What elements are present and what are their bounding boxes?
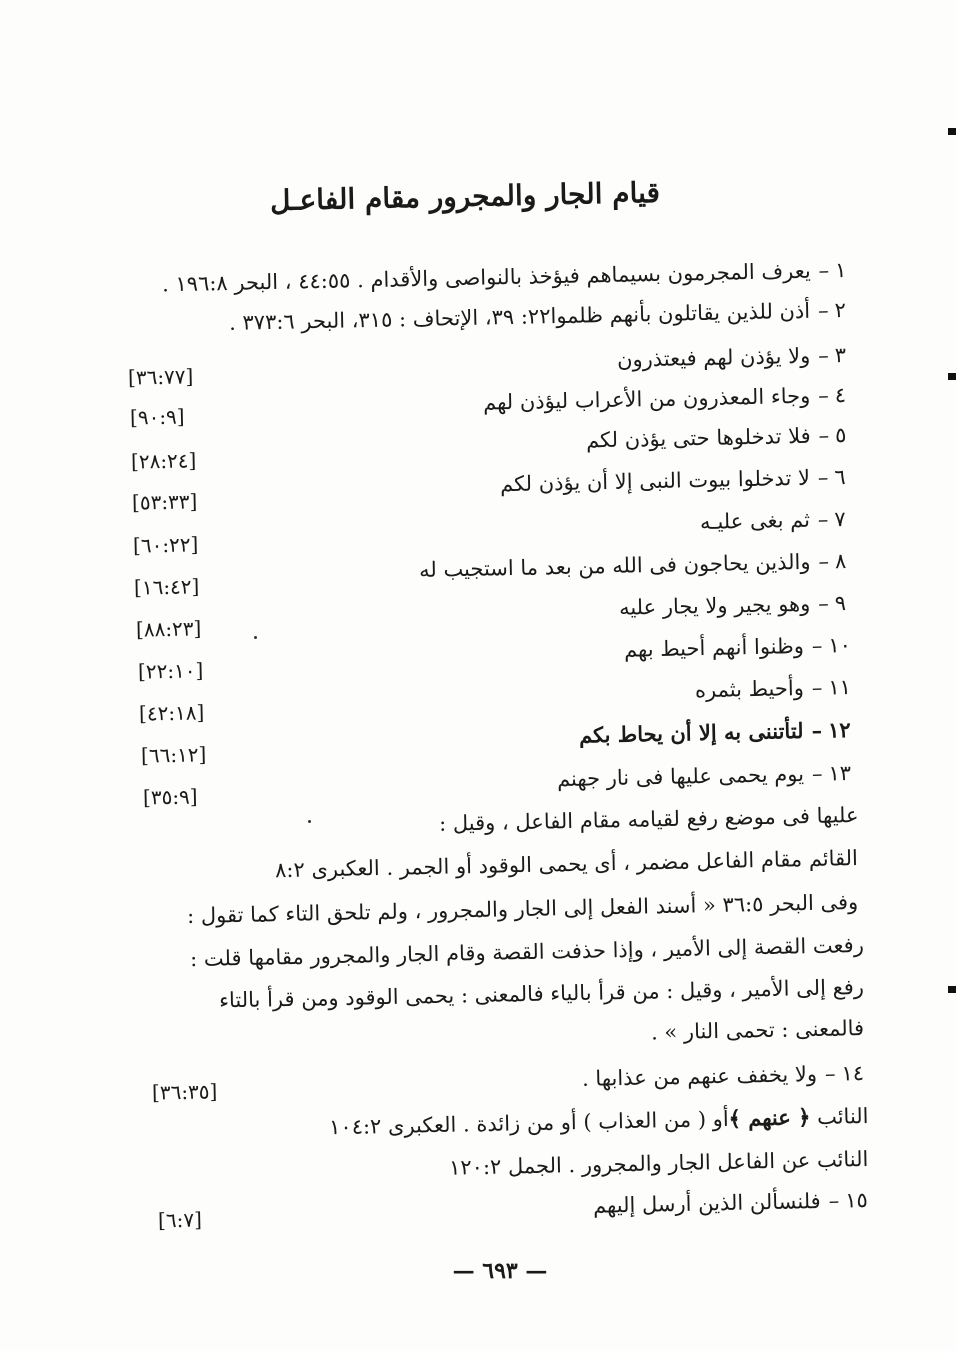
verse-reference: [٢٢:١٠] [137, 658, 204, 684]
verse-reference: [٨٨:٢٣] [135, 616, 202, 642]
list-item: ٩–وهو يجير ولا يجار عليه [618, 591, 847, 620]
list-item: ١٤–ولا يخفف عنهم من عذابها . [581, 1061, 865, 1091]
commentary-line: النائب ﴿ عنهم ﴾أو ( من العذاب ) أو من زائدة . العكبرى ١٠٤:٢ [328, 1104, 869, 1140]
verse-reference: [٦٦:١٢] [140, 742, 207, 768]
verse-reference: [٤٢:١٨] [138, 700, 205, 726]
commentary-line: رفعت القصة إلى الأمير ، وإذا حذفت القصة وقام الجار والمجرور مقامها قلت : [190, 933, 865, 972]
ink-speck [308, 820, 311, 823]
verse-reference: [١٦:٤٢] [133, 574, 200, 600]
commentary-line: رفع إلى الأمير ، وقيل : من قرأ بالياء فالمعنى : يحمى الوقود ومن قرأ بالتاء [218, 975, 865, 1013]
edge-mark-1 [948, 128, 956, 135]
verse-reference: [٦:٧] [157, 1207, 203, 1233]
verse-reference: [٩٠:٩] [129, 404, 185, 430]
list-item: ٥–فلا تدخلوها حتى يؤذن لكم [585, 423, 847, 453]
edge-mark-3 [948, 986, 956, 993]
list-item: ١٥–فلنسألن الذين أرسل إليهم [593, 1188, 869, 1218]
verse-reference: [٣٦:٧٧] [127, 364, 194, 390]
commentary-line: النائب عن الفاعل الجار والمجرور . الجمل ١٢٠:٢ [448, 1147, 869, 1180]
list-item: ٤–وجاء المعذرون من الأعراب ليؤذن لهم [482, 383, 847, 415]
list-item: ٦–لا تدخلوا بيوت النبى إلا أن يؤذن لكم [500, 465, 847, 497]
commentary-line: وفى البحر ٣٦:٥ « أسند الفعل إلى الجار والمجرور ، ولم تلحق التاء كما تقول : [186, 890, 859, 929]
list-item: ٨–والذين يحاجون فى الله من بعد ما استجيب له [418, 549, 847, 582]
commentary-line: القائم مقام الفاعل مضمر ، أى يحمى الوقود أو الجمر . العكبرى ٨:٢ [275, 846, 859, 883]
list-item: ٣–ولا يؤذن لهم فيعتذرون [616, 343, 847, 372]
verse-reference: [٥٣:٣٣] [131, 489, 198, 515]
page-number: — ٦٩٣ — [452, 1258, 548, 1284]
list-item: ١٢–لتأتننى به إلا أن يحاط بكم [579, 717, 852, 748]
list-item: ١١–وأحيط بثمره [694, 675, 852, 703]
edge-mark-2 [948, 373, 956, 380]
verse-reference: [٣٥:٩] [142, 784, 198, 810]
list-item: ٢–أذن للذين يقاتلون بأنهم ظلموا٢٢: ٣٩، الإتحاف : ٣١٥، البحر ٣٧٣:٦ . [229, 298, 847, 335]
ink-speck [254, 636, 257, 639]
list-item: ٧–ثم بغى عليـه [700, 507, 847, 535]
verse-reference: [٢٨:٢٤] [130, 448, 197, 474]
list-item: ١٠–وظنوا أنهم أحيط بهم [623, 633, 852, 662]
verse-reference: [٦٠:٢٢] [132, 532, 199, 558]
page-title: قيام الجار والمجرور مقام الفاعـل [269, 175, 661, 218]
commentary-line: عليها فى موضع رفع لقيامه مقام الفاعل ، وقيل : [438, 803, 859, 836]
commentary-line: فالمعنى : تحمى النار » . [650, 1016, 865, 1045]
list-item: ١–يعرف المجرمون بسيماهم فيؤخذ بالنواصى والأقدام . ٤٤:٥٥ ، البحر ١٩٦:٨ . [161, 258, 847, 297]
verse-reference: [٣٦:٣٥] [151, 1079, 218, 1105]
list-item: ١٣–يوم يحمى عليها فى نار جهنم [556, 761, 852, 792]
